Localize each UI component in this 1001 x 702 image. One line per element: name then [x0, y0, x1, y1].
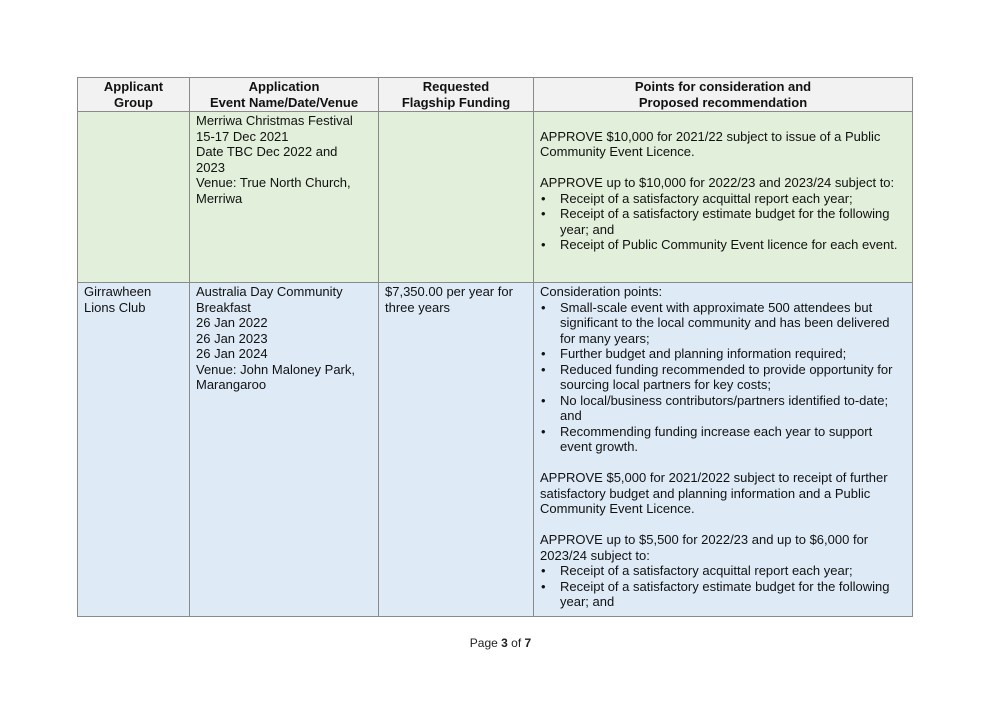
page-word: Page — [469, 636, 498, 650]
list-item: • Receipt of a satisfactory estimate budget for the following year; and — [540, 579, 906, 610]
approve-text: APPROVE $10,000 for 2021/22 subject to issue of a Public Community Event Licence. — [540, 128, 881, 159]
header-line: Requested — [422, 79, 490, 94]
header-line: Points for consideration and — [634, 79, 812, 94]
event-line: Merriwa — [196, 190, 243, 206]
table-row — [78, 283, 913, 617]
event-line: 2023 — [196, 159, 225, 175]
cell-event — [190, 112, 379, 283]
consideration-heading: Consideration points: — [540, 284, 663, 299]
event-line: Venue: John Maloney Park, — [196, 361, 355, 377]
event-line: 26 Jan 2024 — [196, 346, 268, 361]
approve-text: APPROVE up to $10,000 for 2022/23 and 2023/24 subject to: — [540, 175, 895, 190]
event-line: 15-17 Dec 2021 — [196, 128, 289, 144]
header-line: Proposed recommendation — [638, 94, 808, 110]
event-line: Date TBC Dec 2022 and — [196, 144, 338, 159]
spacer — [540, 455, 906, 471]
spacer — [540, 517, 906, 533]
condition-list — [540, 563, 906, 610]
page-number-footer — [0, 636, 1001, 650]
spacer — [540, 113, 906, 129]
list-item: • Small-scale event with approximate 500 attendees but significant to the local community and has been delivered for many years; — [540, 300, 906, 347]
header-application — [190, 78, 379, 112]
header-line: Flagship Funding — [401, 94, 511, 110]
header-line: Applicant — [103, 79, 164, 94]
table-header-row — [78, 78, 913, 112]
header-applicant-group — [78, 78, 190, 112]
cell-event — [190, 283, 379, 617]
header-line: Group — [114, 94, 153, 110]
table-row — [78, 112, 913, 283]
spacer — [540, 160, 906, 176]
cell-group — [78, 112, 190, 283]
list-item: • Recommending funding increase each year to support event growth. — [540, 424, 906, 455]
list-item: • Receipt of a satisfactory acquittal report each year; — [540, 191, 906, 207]
event-line: 26 Jan 2023 — [196, 330, 268, 346]
approve-text: APPROVE up to $5,500 for 2022/23 and up to $6,000 for 2023/24 subject to: — [540, 532, 869, 563]
event-line: Merriwa Christmas Festival — [196, 113, 353, 128]
cell-funding: $7,350.00 per year for three years — [379, 283, 534, 617]
list-item: • Reduced funding recommended to provide opportunity for sourcing local partners for key costs; — [540, 362, 906, 393]
list-item: • Further budget and planning information required; — [540, 346, 906, 362]
header-line: Event Name/Date/Venue — [209, 94, 359, 110]
condition-list — [540, 191, 906, 253]
list-item: • Receipt of Public Community Event licence for each event. — [540, 237, 906, 253]
list-item: • Receipt of a satisfactory estimate budget for the following year; and — [540, 206, 906, 237]
list-item: • No local/business contributors/partners identified to-date; and — [540, 393, 906, 424]
event-line: Marangaroo — [196, 377, 267, 392]
header-points-recommendation — [534, 78, 913, 112]
cell-funding — [379, 112, 534, 283]
page-current: 3 — [501, 636, 508, 650]
page-total: 7 — [524, 636, 532, 650]
list-item: • Receipt of a satisfactory acquittal report each year; — [540, 563, 906, 579]
page-of-word: of — [511, 636, 522, 650]
cell-recommendation — [534, 112, 913, 283]
cell-group: Girrawheen Lions Club — [78, 283, 190, 617]
event-line: Venue: True North Church, — [196, 175, 351, 190]
event-line: Breakfast — [196, 299, 251, 315]
event-line: 26 Jan 2022 — [196, 315, 268, 330]
cell-recommendation — [534, 283, 913, 617]
event-line: Australia Day Community — [196, 284, 343, 299]
header-line: Application — [248, 79, 320, 94]
consideration-list — [540, 300, 906, 455]
header-requested-funding — [379, 78, 534, 112]
approve-text: APPROVE $5,000 for 2021/2022 subject to receipt of further satisfactory budget and planning information and a Public Community Event Licence. — [540, 470, 888, 516]
funding-table — [77, 77, 913, 617]
